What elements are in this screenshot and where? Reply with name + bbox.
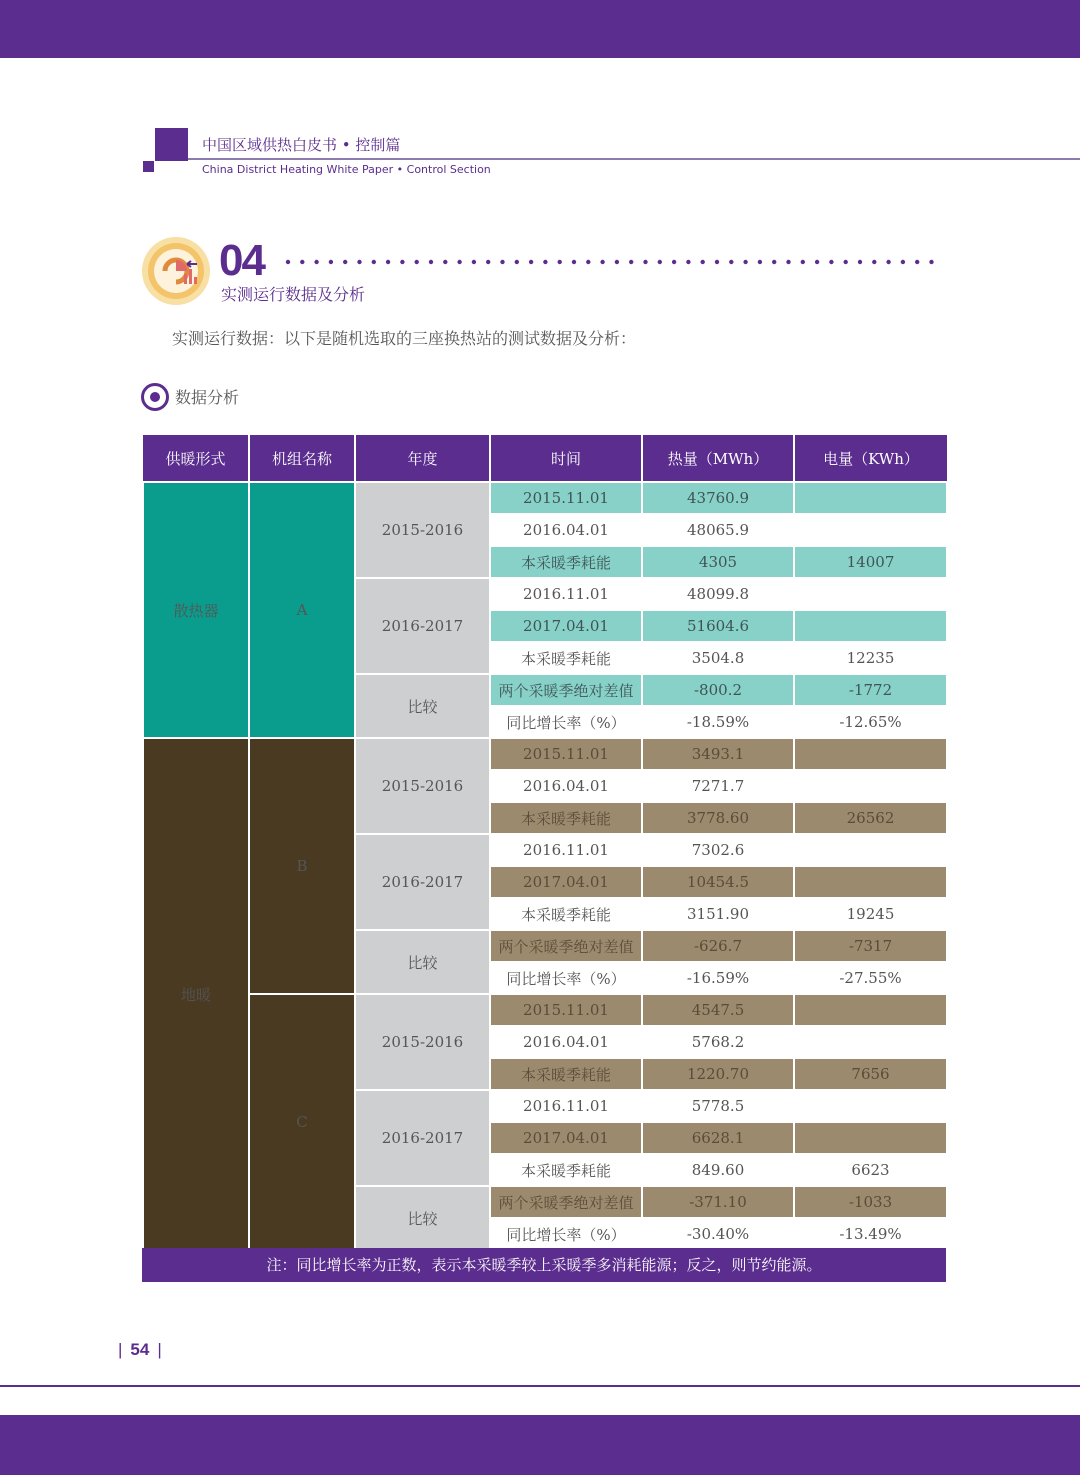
time-cell: 2017.04.01 bbox=[490, 1122, 642, 1154]
header-rule bbox=[188, 158, 1080, 160]
year-cell: 2016-2017 bbox=[355, 578, 490, 674]
power-cell bbox=[794, 1122, 947, 1154]
power-cell bbox=[794, 482, 947, 514]
power-cell: 6623 bbox=[794, 1154, 947, 1186]
year-cell: 比较 bbox=[355, 930, 490, 994]
year-cell: 比较 bbox=[355, 1186, 490, 1250]
data-analysis-chart-icon bbox=[141, 236, 211, 306]
time-cell: 2015.11.01 bbox=[490, 738, 642, 770]
table-row bbox=[143, 994, 947, 1026]
year-cell: 比较 bbox=[355, 674, 490, 738]
table-row bbox=[143, 738, 947, 770]
power-cell: 19245 bbox=[794, 898, 947, 930]
year-cell: 2016-2017 bbox=[355, 834, 490, 930]
heat-cell: 1220.70 bbox=[642, 1058, 794, 1090]
power-cell: -1033 bbox=[794, 1186, 947, 1218]
heat-cell: 10454.5 bbox=[642, 866, 794, 898]
heat-cell: 7302.6 bbox=[642, 834, 794, 866]
power-cell: -7317 bbox=[794, 930, 947, 962]
time-cell: 2016.11.01 bbox=[490, 1090, 642, 1122]
heat-cell: -30.40% bbox=[642, 1218, 794, 1250]
heat-cell: 4547.5 bbox=[642, 994, 794, 1026]
power-cell bbox=[794, 994, 947, 1026]
heat-cell: 48099.8 bbox=[642, 578, 794, 610]
heat-cell: 3778.60 bbox=[642, 802, 794, 834]
time-cell: 本采暖季耗能 bbox=[490, 546, 642, 578]
year-cell: 2015-2016 bbox=[355, 994, 490, 1090]
section-number: 04 bbox=[219, 236, 264, 285]
header-heat: 热量（MWh） bbox=[642, 435, 794, 482]
header-time: 时间 bbox=[490, 435, 642, 482]
time-cell: 本采暖季耗能 bbox=[490, 1058, 642, 1090]
heat-cell: 51604.6 bbox=[642, 610, 794, 642]
time-cell: 本采暖季耗能 bbox=[490, 802, 642, 834]
time-cell: 2016.11.01 bbox=[490, 834, 642, 866]
heat-cell: 5778.5 bbox=[642, 1090, 794, 1122]
unit-name-cell: C bbox=[249, 994, 355, 1250]
header-unit-name: 机组名称 bbox=[249, 435, 355, 482]
time-cell: 两个采暖季绝对差值 bbox=[490, 674, 642, 706]
year-cell: 2016-2017 bbox=[355, 1090, 490, 1186]
time-cell: 同比增长率（%） bbox=[490, 1218, 642, 1250]
power-cell: 26562 bbox=[794, 802, 947, 834]
power-cell bbox=[794, 738, 947, 770]
time-cell: 同比增长率（%） bbox=[490, 706, 642, 738]
running-header-cn: 中国区域供热白皮书 • 控制篇 bbox=[202, 136, 401, 154]
radio-bullet-icon bbox=[141, 383, 169, 411]
time-cell: 2016.04.01 bbox=[490, 1026, 642, 1058]
time-cell: 2016.04.01 bbox=[490, 514, 642, 546]
header-square-small bbox=[143, 161, 154, 172]
power-cell bbox=[794, 610, 947, 642]
time-cell: 两个采暖季绝对差值 bbox=[490, 930, 642, 962]
footer-rule bbox=[0, 1385, 1080, 1387]
power-cell bbox=[794, 834, 947, 866]
heat-cell: 3493.1 bbox=[642, 738, 794, 770]
time-cell: 两个采暖季绝对差值 bbox=[490, 1186, 642, 1218]
power-cell bbox=[794, 514, 947, 546]
running-header-en: China District Heating White Paper • Control Section bbox=[202, 163, 491, 176]
power-cell bbox=[794, 770, 947, 802]
bottom-color-band bbox=[0, 1415, 1080, 1475]
power-cell bbox=[794, 1026, 947, 1058]
power-cell bbox=[794, 578, 947, 610]
time-cell: 2016.04.01 bbox=[490, 770, 642, 802]
heat-cell: -16.59% bbox=[642, 962, 794, 994]
time-cell: 2016.11.01 bbox=[490, 578, 642, 610]
power-cell bbox=[794, 866, 947, 898]
dotted-rule bbox=[285, 258, 940, 266]
time-cell: 同比增长率（%） bbox=[490, 962, 642, 994]
power-cell: 7656 bbox=[794, 1058, 947, 1090]
page-number: | 54 | bbox=[118, 1340, 162, 1359]
heat-cell: 7271.7 bbox=[642, 770, 794, 802]
header-year: 年度 bbox=[355, 435, 490, 482]
heat-cell: 849.60 bbox=[642, 1154, 794, 1186]
year-cell: 2015-2016 bbox=[355, 482, 490, 578]
heat-cell: 43760.9 bbox=[642, 482, 794, 514]
page-number-value: 54 bbox=[130, 1340, 150, 1359]
heating-type-cell: 地暖 bbox=[143, 738, 249, 1250]
time-cell: 本采暖季耗能 bbox=[490, 642, 642, 674]
heat-cell: 3151.90 bbox=[642, 898, 794, 930]
power-cell bbox=[794, 1090, 947, 1122]
energy-data-table bbox=[142, 435, 948, 1251]
intro-text: 实测运行数据：以下是随机选取的三座换热站的测试数据及分析： bbox=[172, 329, 637, 348]
power-cell: -13.49% bbox=[794, 1218, 947, 1250]
heat-cell: 5768.2 bbox=[642, 1026, 794, 1058]
section-title: 实测运行数据及分析 bbox=[221, 285, 366, 304]
heat-cell: 6628.1 bbox=[642, 1122, 794, 1154]
heat-cell: 3504.8 bbox=[642, 642, 794, 674]
time-cell: 2017.04.01 bbox=[490, 610, 642, 642]
time-cell: 2017.04.01 bbox=[490, 866, 642, 898]
header-square-large bbox=[155, 128, 188, 161]
power-cell: -27.55% bbox=[794, 962, 947, 994]
power-cell: -12.65% bbox=[794, 706, 947, 738]
table-footnote: 注：同比增长率为正数，表示本采暖季较上采暖季多消耗能源；反之，则节约能源。 bbox=[142, 1248, 946, 1282]
time-cell: 本采暖季耗能 bbox=[490, 898, 642, 930]
time-cell: 2015.11.01 bbox=[490, 994, 642, 1026]
heat-cell: -18.59% bbox=[642, 706, 794, 738]
table-row bbox=[143, 482, 947, 514]
heat-cell: 4305 bbox=[642, 546, 794, 578]
header-heating-type: 供暖形式 bbox=[143, 435, 249, 482]
unit-name-cell: A bbox=[249, 482, 355, 738]
heat-cell: -626.7 bbox=[642, 930, 794, 962]
unit-name-cell: B bbox=[249, 738, 355, 994]
power-cell: -1772 bbox=[794, 674, 947, 706]
time-cell: 2015.11.01 bbox=[490, 482, 642, 514]
heat-cell: -371.10 bbox=[642, 1186, 794, 1218]
header-power: 电量（KWh） bbox=[794, 435, 947, 482]
time-cell: 本采暖季耗能 bbox=[490, 1154, 642, 1186]
year-cell: 2015-2016 bbox=[355, 738, 490, 834]
power-cell: 12235 bbox=[794, 642, 947, 674]
heating-type-cell: 散热器 bbox=[143, 482, 249, 738]
heat-cell: 48065.9 bbox=[642, 514, 794, 546]
heat-cell: -800.2 bbox=[642, 674, 794, 706]
top-color-band bbox=[0, 0, 1080, 58]
table-header-row bbox=[143, 435, 947, 482]
subsection-title: 数据分析 bbox=[175, 388, 240, 407]
power-cell: 14007 bbox=[794, 546, 947, 578]
